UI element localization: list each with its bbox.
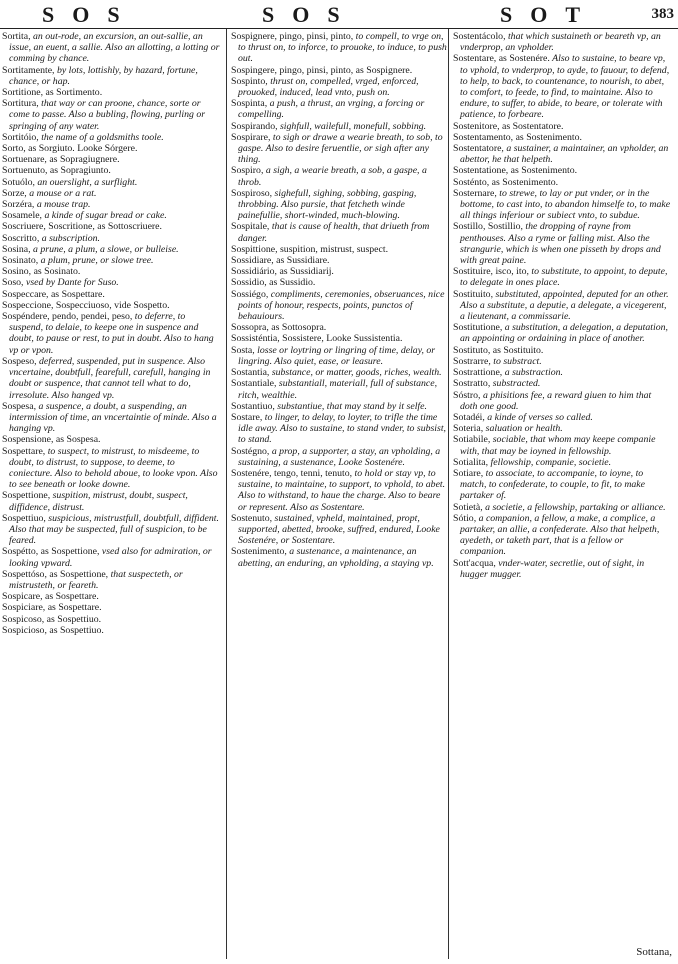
dictionary-entry <box>231 188 449 222</box>
headword: Sostillo, Sostillio, <box>453 221 523 233</box>
dictionary-entry <box>231 165 449 187</box>
dictionary-entry <box>453 356 671 367</box>
definition: by lots, lottishly, by hazard, fortune, chance, or hap. <box>9 64 198 87</box>
dictionary-entry <box>453 188 671 222</box>
definition: an out-rode, an excursion, an out-sallie, an issue, an euent, a sallie. Also an allotting, a lotting or comming by chance. <box>9 31 220 65</box>
headword: Sospingere, pingo, pinsi, pinto, as Sospignere. <box>231 64 413 76</box>
definition: deferred, suspended, put in suspence. Also vncertaine, doubtfull, fearefull, carefull, hanging in doubt or suspence, that cannot tell what to do, irresolute. Also hanged vp. <box>9 355 211 401</box>
definition: a plum, prune, or slowe tree. <box>38 255 154 267</box>
headword: Sótio, <box>453 512 477 524</box>
dictionary-entry <box>2 591 220 602</box>
headword: Sospiroso, <box>231 187 273 199</box>
dictionary-entry <box>453 367 671 378</box>
definition: substantiall, materiall, full of substance, ritch, wealthie. <box>238 378 438 401</box>
definition: substantiue, that may stand by it selfe. <box>274 400 427 412</box>
dictionary-entry <box>2 177 220 188</box>
dictionary-entry <box>453 390 671 412</box>
definition: to substract. <box>490 355 542 367</box>
headword: Sotialita, <box>453 456 489 468</box>
dictionary-entry <box>231 468 449 513</box>
definition: a societie, a fellowship, partaking or alliance. <box>482 501 666 513</box>
headword: Sospettare, <box>2 445 46 457</box>
headword: Sotadéi, <box>453 411 485 423</box>
definition: sustained, vpheld, maintained, propt, supported, abetted, brooke, suffred, endured, Looke Sostenére, or Sostentare. <box>238 512 440 547</box>
headword: Sostratto, <box>453 378 491 390</box>
dictionary-entry <box>2 300 220 311</box>
headword: Soso, <box>2 277 24 289</box>
dictionary-entry <box>231 221 449 243</box>
page-number: 383 <box>651 6 674 22</box>
dictionary-entry <box>453 221 671 266</box>
dictionary-entry <box>231 322 449 333</box>
dictionary-entry <box>2 65 220 87</box>
definition: that suspecteth, or mistrusteth, or feareth. <box>9 568 183 591</box>
headword: Sospicoso, as Sospettiuo. <box>2 613 102 625</box>
header-rule <box>0 28 678 29</box>
dictionary-entry <box>231 266 449 277</box>
headword: Sostantiale, <box>231 378 277 390</box>
headword: Sostituito, <box>453 288 494 300</box>
headword: Sóstro, <box>453 389 481 401</box>
dictionary-entry <box>453 412 671 423</box>
dictionary-entry <box>231 255 449 266</box>
definition: thrust on, compelled, vrged, enforced, prouoked, induced, lead vnto, push on. <box>238 75 419 99</box>
headword: Sosténto, as Sostenimento. <box>453 176 559 188</box>
headword: Soscriuere, Soscritione, as Sottoscriuere. <box>2 221 162 233</box>
catchword: Sottana, <box>636 946 672 958</box>
dictionary-entry <box>453 345 671 356</box>
headword: Sospettione, <box>2 490 51 502</box>
running-head-left: SOS <box>42 2 138 27</box>
dictionary-entry <box>231 378 449 400</box>
dictionary-entry <box>453 266 671 288</box>
dictionary-entry <box>2 446 220 491</box>
headword: Sostentatione, as Sostenimento. <box>453 165 578 177</box>
headword: Sospignere, pingo, pinsi, pinto, <box>231 31 354 42</box>
headword: Sortuenuto, as Sopragiunto. <box>2 165 111 177</box>
dictionary-entry <box>2 356 220 401</box>
headword: Sospitale, <box>231 221 270 233</box>
headword: Sortitura, <box>2 98 39 110</box>
dictionary-entry <box>2 255 220 266</box>
headword: Soteria, <box>453 423 484 435</box>
page-header <box>0 0 678 30</box>
dictionary-entry <box>453 143 671 165</box>
headword: Sossidiário, as Sussidiarij. <box>231 266 334 278</box>
dictionary-entry <box>231 345 449 367</box>
dictionary-entry <box>2 188 220 199</box>
headword: Sospicioso, as Sospettiuo. <box>2 624 104 636</box>
headword: Sosino, as Sosinato. <box>2 266 81 278</box>
column-divider <box>226 29 227 959</box>
headword: Sossiégo, <box>231 288 269 300</box>
definition: a subscription. <box>39 232 100 244</box>
headword: Sospicare, as Sospettare. <box>2 591 99 603</box>
dictionary-entry <box>453 423 671 434</box>
dictionary-entry <box>231 333 449 344</box>
dictionary-entry <box>231 244 449 255</box>
definition: sighfull, wailefull, monefull, sobbing. <box>277 120 427 132</box>
definition: to deferre, to suspend, to delaie, to keepe one in suspence and doubt, to pause or rest, to put in doubt. Also to hang vp or vpon. <box>9 311 214 356</box>
headword: Sortuenare, as Sopragiugnere. <box>2 154 120 166</box>
headword: Sospéndere, pendo, pendei, peso, <box>2 311 133 323</box>
headword: Sospétto, as Sospettione, <box>2 546 100 558</box>
headword: Sospettóso, as Sospettione, <box>2 568 109 580</box>
headword: Sospeccare, as Sospettare. <box>2 288 105 300</box>
dictionary-entry <box>453 558 671 580</box>
dictionary-entry <box>2 434 220 445</box>
definition: a prune, a plum, a slowe, or bulleise. <box>30 243 179 255</box>
dictionary-entry <box>2 602 220 613</box>
headword: Sosamele, <box>2 210 42 222</box>
definition: to compell, to vrge on, to thrust on, to inforce, to prouoke, to induce, to push out. <box>238 31 447 65</box>
dictionary-entry <box>231 132 449 166</box>
headword: Sortitione, as Sortimento. <box>2 87 103 99</box>
dictionary-entry <box>231 98 449 120</box>
dictionary-entry <box>2 277 220 288</box>
headword: Sospeso, <box>2 355 37 367</box>
dictionary-entry <box>231 546 449 568</box>
definition: the dropping of rayne from penthouses. Also a ryme or falling mist. Also the strangurie, which is when one pisseth by drops and with great paine. <box>460 221 661 267</box>
dictionary-entry <box>2 233 220 244</box>
headword: Sortitamente, <box>2 64 55 76</box>
dictionary-entry <box>2 311 220 356</box>
headword: Sospiciare, as Sospettare. <box>2 602 102 614</box>
headword: Sostenimento, <box>231 546 287 558</box>
dictionary-entry <box>453 165 671 176</box>
dictionary-entry <box>2 244 220 255</box>
definition: a prop, a supporter, a stay, an vpholding, a sustaining, a sustenance, Looke Sostenére. <box>238 445 441 468</box>
headword: Sostenuto, <box>231 512 273 524</box>
dictionary-entry <box>2 401 220 435</box>
headword: Sosina, <box>2 243 31 255</box>
headword: Sortitóio, <box>2 131 39 143</box>
definition: a sigh, a wearie breath, a sob, a gaspe, a throb. <box>238 165 427 188</box>
dictionary-entry <box>2 266 220 277</box>
headword: Sortita, <box>2 31 31 42</box>
definition: to associate, to accompanie, to ioyne, to match, to confederate, to couple, to fit, to make partaker of. <box>460 467 646 502</box>
dictionary-entry <box>2 143 220 154</box>
dictionary-entry <box>231 121 449 132</box>
headword: Sosternare, <box>453 187 497 199</box>
dictionary-entry <box>2 221 220 232</box>
headword: Sospirare, <box>231 131 271 143</box>
dictionary-entry <box>453 121 671 132</box>
definition: substituted, appointed, deputed for an other. Also a substitute, a deputie, a delegate, a vicegerent, a lieutenant, a commissarie. <box>460 288 669 323</box>
dictionary-entry <box>453 434 671 456</box>
dictionary-entry <box>231 367 449 378</box>
dictionary-entry <box>453 513 671 558</box>
headword: Sospesa, <box>2 400 37 412</box>
running-head-middle: SOS <box>262 2 358 27</box>
headword: Sospeccione, Sospecciuoso, vide Sospetto. <box>2 299 170 311</box>
headword: Sostantiuo, <box>231 400 275 412</box>
definition: to hold or stay vp, to sustaine, to maintaine, to support, to vphold, to abet. Also to withstand, to haue the charge. Also to beare or represent. Also as Sostentare. <box>238 467 446 513</box>
definition: vsed by Dante for Suso. <box>23 277 119 289</box>
headword: Sotietà, <box>453 501 483 513</box>
dictionary-entry <box>2 513 220 547</box>
dictionary-entry <box>453 322 671 344</box>
dictionary-entry <box>453 378 671 389</box>
definition: that way or can proone, chance, sorte or come to passe. Also a bubling, flowing, purling or springing of any water. <box>9 98 206 132</box>
headword: Sospiro, <box>231 165 264 177</box>
headword: Sossisténtia, Sossistere, Looke Sussistentia. <box>231 333 403 345</box>
dictionary-entry <box>2 289 220 300</box>
definition: suspicious, mistrustfull, doubtfull, diffident. Also that may be suspected, full of suspicion, to be feared. <box>9 512 219 547</box>
headword: Sostare, <box>231 411 263 423</box>
dictionary-entry <box>453 502 671 513</box>
dictionary-entry <box>231 412 449 446</box>
headword: Sotiabile, <box>453 434 491 446</box>
headword: Sostrattione, <box>453 367 503 379</box>
column-3 <box>453 31 671 959</box>
definition: suspition, mistrust, doubt, suspect, diffidence, distrust. <box>9 490 188 513</box>
dictionary-entry <box>2 165 220 176</box>
dictionary-entry <box>231 65 449 76</box>
headword: Sospirando, <box>231 120 278 132</box>
headword: Sospinto, <box>231 75 268 87</box>
definition: sociable, that whom may keepe companie with, that may be ioyned in fellowship. <box>460 434 656 457</box>
definition: vnder-water, secretlie, out of sight, in hugger mugger. <box>460 557 645 580</box>
definition: a companion, a fellow, a make, a complice, a partaker, an allie, a confederate. Also that helpeth, ayedeth, or taketh part, that is a fellow or companion. <box>460 512 660 558</box>
running-head-right: SOT <box>500 2 599 27</box>
headword: Sostitutione, <box>453 322 503 334</box>
headword: Sostentamento, as Sostenimento. <box>453 131 582 143</box>
dictionary-entry <box>453 289 671 323</box>
definition: a mouse or a rat. <box>26 187 97 199</box>
definition: a substraction. <box>502 367 563 379</box>
definition: a substitution, a delegation, a deputation, an appointing or ordaining in place of another. <box>460 322 668 345</box>
definition: losse or loytring or lingring of time, delay, or lingring. Also quiet, ease, or leasure. <box>238 344 436 367</box>
definition: to linger, to delay, to loyter, to trifle the time idle away. Also to sustaine, to stand vnder, to subsist, to stand. <box>238 411 447 446</box>
definition: a sustainer, a maintainer, an vpholder, an abettor, he that helpeth. <box>460 143 669 166</box>
dictionary-entry <box>453 53 671 120</box>
headword: Sospittione, suspition, mistrust, suspect. <box>231 243 389 255</box>
dictionary-entry <box>2 132 220 143</box>
dictionary-entry <box>2 98 220 132</box>
headword: Sosta, <box>231 344 255 356</box>
definition: a push, a thrust, an vrging, a forcing or compelling. <box>238 98 425 121</box>
definition: a mouse trap. <box>34 199 91 211</box>
headword: Sostenére, tengo, tenni, tenuto, <box>231 467 353 479</box>
definition: a suspence, a doubt, a suspending, an intermission of time, an vncertaintie of minde. Also a hanging vp. <box>9 400 217 435</box>
dictionary-entry <box>2 31 220 65</box>
dictionary-entry <box>231 76 449 98</box>
definition: to suspect, to mistrust, to misdeeme, to doubt, to distrust, to suppose, to deeme, to coniecture. Also to behold aboue, to looke vpon. Also to see beneath or looke downe. <box>9 445 218 491</box>
headword: Sotiare, <box>453 467 484 479</box>
definition: an ouerslight, a surflight. <box>34 176 138 188</box>
headword: Sostrarre, <box>453 355 491 367</box>
headword: Sospinta, <box>231 98 268 110</box>
dictionary-entry <box>453 132 671 143</box>
definition: to sigh or drawe a wearie breath, to sob, to gaspe. Also to desire feruentlie, or sigh after any thing. <box>238 131 443 166</box>
dictionary-entry <box>2 625 220 636</box>
headword: Sossidiare, as Sussidiare. <box>231 255 330 267</box>
dictionary-entry <box>231 513 449 547</box>
dictionary-entry <box>231 31 449 65</box>
dictionary-entry <box>453 457 671 468</box>
headword: Sorto, as Sorgiuto. Looke Sórgere. <box>2 143 138 155</box>
definition: fellowship, companie, societie. <box>488 456 612 468</box>
headword: Sosinato, <box>2 255 39 267</box>
definition: to strewe, to lay or put vnder, or in the bottome, to cast into, to abandon himselfe to, to make all things inferiour or subiect vnto, to subdue. <box>460 187 671 222</box>
dictionary-entry <box>2 569 220 591</box>
dictionary-entry <box>2 199 220 210</box>
dictionary-entry <box>231 446 449 468</box>
headword: Sostentatore, <box>453 143 504 155</box>
dictionary-entry <box>231 401 449 412</box>
headword: Sostituto, as Sostituito. <box>453 344 544 356</box>
definition: a sustenance, a maintenance, an abetting, an enduring, an vpholding, a staying vp. <box>238 546 434 569</box>
definition: Also to sustaine, to beare vp, to vphold, to vnderprop, to ayde, to fauour, to defend, to help, to back, to countenance, to nourish, to abet, to comfort, to feede, to find, to maintaine. Also to endure, to suffer, to abide, to beare, or tolerate with patience, to forbeare. <box>460 53 670 121</box>
headword: Sostantia, <box>231 367 270 379</box>
column-2 <box>231 31 449 959</box>
definition: a kinde of verses so called. <box>484 411 593 423</box>
dictionary-entry <box>2 210 220 221</box>
definition: that which sustaineth or beareth vp, an vnderprop, an vpholder. <box>460 31 661 54</box>
definition: the name of a goldsmiths toole. <box>38 131 164 143</box>
definition: a phisitions fee, a reward giuen to him that doth one good. <box>460 389 652 412</box>
headword: Sossidio, as Sussidio. <box>231 277 316 289</box>
headword: Sossopra, as Sottosopra. <box>231 322 327 334</box>
dictionary-entry <box>2 490 220 512</box>
headword: Sospensione, as Sospesa. <box>2 434 101 446</box>
definition: a kinde of sugar bread or cake. <box>42 210 167 222</box>
headword: Sostituire, isco, ito, <box>453 266 529 278</box>
headword: Sostentare, as Sostenére. <box>453 53 550 65</box>
dictionary-entry <box>231 289 449 323</box>
definition: vsed also for admiration, or looking vpward. <box>9 546 212 569</box>
column-1 <box>2 31 220 959</box>
headword: Sott'acqua, <box>453 557 496 569</box>
headword: Sostenitore, as Sostentatore. <box>453 120 564 132</box>
dictionary-entry <box>2 154 220 165</box>
definition: substracted. <box>490 378 541 390</box>
dictionary-entry <box>231 277 449 288</box>
headword: Sotuólo, <box>2 176 35 188</box>
dictionary-entry <box>2 614 220 625</box>
headword: Sorzéra, <box>2 199 35 211</box>
headword: Soscritto, <box>2 232 40 244</box>
dictionary-entry <box>2 87 220 98</box>
headword: Sostégno, <box>231 445 270 457</box>
headword: Sostentácolo, <box>453 31 506 42</box>
definition: saluation or health. <box>483 423 563 435</box>
dictionary-entry <box>453 31 671 53</box>
definition: compliments, ceremonies, obseruances, nice points of honour, respects, points, punctos of behauiours. <box>238 288 445 323</box>
definition: substance, or matter, goods, riches, wealth. <box>269 367 442 379</box>
definition: to substitute, to appoint, to depute, to delegate in ones place. <box>460 266 668 289</box>
dictionary-entry <box>453 468 671 502</box>
headword: Sorze, <box>2 187 27 199</box>
definition: sighefull, sighing, sobbing, gasping, throbbing. Also pursie, that fetcheth winde painefullie, short-winded, much-blowing. <box>238 187 417 222</box>
definition: that is cause of health, that driueth from danger. <box>238 221 430 244</box>
dictionary-entry <box>2 546 220 568</box>
dictionary-entry <box>453 177 671 188</box>
headword: Sospettiuo, <box>2 512 46 524</box>
